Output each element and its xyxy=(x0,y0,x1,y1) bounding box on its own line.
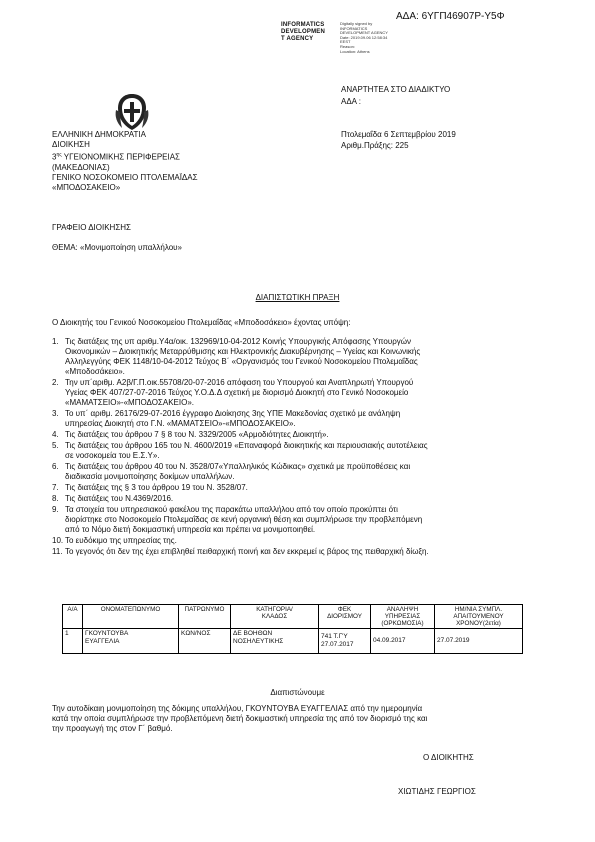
consideration-item xyxy=(52,547,542,557)
region-name: ΥΓΕΙΟΝΟΜΙΚΗΣ ΠΕΡΙΦΕΡΕΙΑΣ xyxy=(61,152,180,162)
cell-text: ΔΕ ΒΟΗΘΩΝ xyxy=(233,630,273,637)
item-number: 11. xyxy=(52,547,63,556)
item-text-line: υπηρεσίας Διοικητή στο Γ.Ν. «ΜΑΜΑΤΣΕΙΟ»-«ΜΠΟΔΟΣΑΚΕΙΟ». xyxy=(65,419,296,428)
cell-text: ΚΩΝ/ΝΟΣ xyxy=(181,630,211,637)
table-cell xyxy=(83,629,179,654)
ada-label: ΑΔΑ : xyxy=(341,97,362,106)
sig-detail-line: Digitally signed by xyxy=(340,21,373,26)
decision-line: Την αυτοδίκαιη μονιμοποίηση της δόκιμης υπαλλήλου, ΓΚΟΥΝΤΟΥΒΑ ΕΥΑΓΓΕΛΙΑΣ από την ημερομηνία xyxy=(52,704,423,713)
considerations-list xyxy=(52,337,542,558)
column-header xyxy=(231,605,319,629)
header-text: ΚΛΑΔΟΣ xyxy=(261,613,288,620)
item-text-line: Οικονομικών – Διοικητικής Μεταρρύθμισης και Ηλεκτρονικής Διακυβέρνησης – Υγείας και Κοινωνικής xyxy=(65,347,421,356)
table-cell xyxy=(231,629,319,654)
column-header xyxy=(179,605,231,629)
table-cell xyxy=(319,629,371,654)
cell-text: 741 Τ.Γ'Υ xyxy=(321,633,348,640)
signatory-title: Ο ΔΙΟΙΚΗΤΗΣ xyxy=(423,753,474,762)
decision-heading: Διαπιστώνουμε xyxy=(270,688,325,697)
table-cell xyxy=(371,629,435,654)
header-text: ΗΜ/ΝΙΑ ΣΥΜΠΛ. xyxy=(454,606,503,613)
sig-detail-line: Date: 2019.09.06 12:58:34 xyxy=(340,34,388,40)
region-number: 3 xyxy=(52,152,57,162)
header-text: ΥΠΗΡΕΣΙΑΣ xyxy=(384,613,421,620)
consideration-item xyxy=(52,441,542,461)
sig-detail-line: INFORMATICS xyxy=(340,25,368,31)
intro-line: Ο Διοικητής του Γενικού Νοσοκομείου Πτολεμαΐδας «Μποδοσάκειο» έχοντας υπόψη: xyxy=(52,318,351,327)
header-text: ΚΑΤΗΓΟΡΙΑ/ xyxy=(256,606,293,613)
sig-detail-line: Reason: xyxy=(340,43,355,49)
consideration-item xyxy=(52,462,542,482)
subject-line: ΘΕΜΑ: «Μονιμοποίηση υπαλλήλου» xyxy=(52,243,182,252)
consideration-item xyxy=(52,483,542,493)
sig-detail-line: DEVELOPMENT AGENCY xyxy=(340,30,388,36)
signature-agency-label xyxy=(281,22,325,43)
issuer-line: «ΜΠΟΔΟΣΑΚΕΙΟ» xyxy=(52,182,121,192)
signatory-name: ΧΙΩΤΙΔΗΣ ΓΕΩΡΓΙΟΣ xyxy=(398,787,476,796)
header-text: ΦΕΚ xyxy=(337,606,352,613)
item-number: 10. xyxy=(52,536,64,545)
item-number: 1. xyxy=(52,337,59,346)
item-text-line: Τις διατάξεις του Ν.4369/2016. xyxy=(65,494,174,503)
consideration-item xyxy=(52,409,542,429)
table-cell xyxy=(63,629,83,654)
item-text-line: από το Νόμο διετή δοκιμαστική υπηρεσία και πρέπει να μονιμοποιηθεί. xyxy=(65,525,316,534)
post-online-label: ΑΝΑΡΤΗΤΕΑ ΣΤΟ ΔΙΑΔΙΚΤΥΟ xyxy=(341,85,451,94)
item-number: 7. xyxy=(52,483,59,492)
issuer-line: (ΜΑΚΕΔΟΝΙΑΣ) xyxy=(52,162,110,172)
agency-line: INFORMATICS xyxy=(281,22,325,28)
decision-line: κατά την οποία συμπλήρωσε την προβλεπόμενη διετή δοκιμαστική υπηρεσία της από τον διορισμό της και xyxy=(52,714,428,723)
issuer-line-region xyxy=(52,150,198,163)
item-text-line: Την υπ΄αριθμ. Α2β/Γ.Π.οικ.55708/20-07-2016 απόφαση του Υπουργού και Αναπληρωτή Υπουργού xyxy=(65,378,414,387)
item-text-line: Τις διατάξεις της υπ αριθμ.Υ4α/οικ. 132969/10-04-2012 Κοινής Υπουργικής Απόφασης Υπουργών xyxy=(65,337,412,346)
item-text-line: Τις διατάξεις του άρθρου 40 του Ν. 3528/07«Υπαλληλικός Κώδικας» σχετικά με προϋποθέσεις και xyxy=(65,462,411,471)
cell-text: 27.07.2019 xyxy=(437,637,470,644)
region-suffix: ης xyxy=(56,152,62,158)
column-header xyxy=(63,605,83,629)
consideration-item xyxy=(52,430,542,440)
item-number: 2. xyxy=(52,378,59,387)
header-text: ΑΠΑΙΤΟΥΜΕΝΟΥ xyxy=(453,613,504,620)
item-text-line: Υγείας ΦΕΚ 407/27-07-2016 Τεύχος Υ.Ο.Δ.Δ σχετική με διορισμό Διοικητή στο Γενικό Νοσοκομείο xyxy=(65,388,409,397)
item-number: 4. xyxy=(52,430,59,439)
cell-text: ΓΚΟΥΝΤΟΥΒΑ xyxy=(85,630,129,637)
item-number: 3. xyxy=(52,409,59,418)
table-cell xyxy=(435,629,523,654)
cell-text: 1 xyxy=(65,630,69,637)
item-text-line: Τις διατάξεις του άρθρου 7 § 8 του Ν. 3329/2005 «Αρμοδιότητες Διοικητή». xyxy=(65,430,329,439)
document-date: Πτολεμαΐδα 6 Σεπτεμβρίου 2019 xyxy=(341,130,456,139)
item-text-line: Το υπ΄ αριθμ. 26176/29-07-2016 έγγραφο Διοίκησης 3ης ΥΠΕ Μακεδονίας σχετικό με ανάληψη xyxy=(65,409,401,418)
item-text-line: Το γεγονός ότι δεν της έχει επιβληθεί πειθαρχική ποινή και δεν εκκρεμεί ις βάρος της πειθαρχική δίωξη. xyxy=(65,547,429,556)
item-text-line: Τα στοιχεία του υπηρεσιακού φακέλου της παρακάτω υπαλλήλου από τον οποίο προκύπτει ότι xyxy=(65,505,398,514)
cell-text: ΝΟΣΗΛΕΥΤΙΚΗΣ xyxy=(233,638,284,645)
employee-table-wrap xyxy=(62,604,523,654)
sig-detail-line: EEST xyxy=(340,39,351,45)
cell-text: ΕΥΑΓΓΕΛΙΑ xyxy=(85,638,120,645)
issuer-line: ΓΕΝΙΚΟ ΝΟΣΟΚΟΜΕΙΟ ΠΤΟΛΕΜΑΪΔΑΣ xyxy=(52,172,198,182)
table-cell xyxy=(179,629,231,654)
sig-detail-line: Location: Athens xyxy=(340,48,370,54)
issuer-block xyxy=(52,130,198,193)
item-text-line: Το ευδόκιμο της υπηρεσίας της. xyxy=(65,536,177,545)
issuer-line: ΔΙΟΙΚΗΣΗ xyxy=(52,140,90,149)
item-text-line: Τις διατάξεις της § 3 του άρθρου 19 του Ν. 3528/07. xyxy=(65,483,248,492)
consideration-item xyxy=(52,494,542,504)
decision-text xyxy=(52,704,427,734)
cell-text: 04.09.2017 xyxy=(373,637,406,644)
cell-text: 27.07.2017 xyxy=(321,641,354,648)
greek-emblem-icon xyxy=(112,90,152,134)
item-text-line: Αλληλεγγύης ΦΕΚ 1148/10-04-2012 Τεύχος Β΄ «Οργανισμός του Γενικού Νοσοκομείου Πτολεμαΐδας xyxy=(65,357,418,366)
table-header-row xyxy=(63,605,523,629)
header-text: ΔΙΟΡΙΣΜΟΥ xyxy=(327,613,362,620)
header-text: (ΟΡΚΩΜΟΣΙΑ) xyxy=(381,620,424,627)
item-text-line: διαδικασία μονιμοποίησης δοκίμων υπαλλήλων. xyxy=(65,472,235,481)
employee-table xyxy=(62,604,523,654)
item-text-line: Τις διατάξεις του άρθρου 165 του Ν. 4600/2019 «Επαναφορά διοικητικής και περιουσιακής αυτοτέλειας xyxy=(65,441,428,450)
office-name: ΓΡΑΦΕΙΟ ΔΙΟΙΚΗΣΗΣ xyxy=(52,223,131,232)
item-number: 8. xyxy=(52,494,59,503)
agency-line: DEVELOPMEN xyxy=(281,29,326,35)
header-text: ΧΡΟΝΟΥ(2ετία) xyxy=(456,620,501,627)
issuer-line: ΕΛΛΗΝΙΚΗ ΔΗΜΟΚΡΑΤΙΑ xyxy=(52,130,146,139)
act-number: Αριθμ.Πράξης: 225 xyxy=(341,141,409,150)
item-text-line: «ΜΑΜΑΤΣΕΙΟ»-«ΜΠΟΔΟΣΑΚΕΙΟ». xyxy=(65,398,194,407)
document-title: ΔΙΑΠΙΣΤΩΤΙΚΗ ΠΡΑΞΗ xyxy=(255,293,340,302)
header-text: ΟΝΟΜΑΤΕΠΩΝΥΜΟ xyxy=(100,606,161,613)
item-number: 5. xyxy=(52,441,59,450)
item-text-line: διορίστηκε στο Νοσοκομείο Πτολεμαΐδας σε κενή οργανική θέση και συμπλήρωσε την προβλεπόμενη xyxy=(65,515,423,524)
consideration-item xyxy=(52,505,542,535)
item-text-line: «Μποδοσάκειο». xyxy=(65,367,125,376)
item-number: 9. xyxy=(52,505,59,514)
column-header xyxy=(371,605,435,629)
signature-details xyxy=(340,22,388,54)
header-text: ΑΝΑΛΗΨΗ xyxy=(386,606,419,613)
header-text: Α/Α xyxy=(67,606,78,613)
table-row xyxy=(63,629,523,654)
consideration-item xyxy=(52,378,542,408)
column-header xyxy=(435,605,523,629)
item-number: 6. xyxy=(52,462,59,471)
consideration-item xyxy=(52,337,542,377)
agency-line: T AGENCY xyxy=(281,36,314,42)
header-text: ΠΑΤΡΩΝΥΜΟ xyxy=(184,606,225,613)
item-text-line: σε νοσοκομεία του Ε.Σ.Υ». xyxy=(65,451,160,460)
decision-line: την προαγωγή της στον Γ΄ βαθμό. xyxy=(52,724,173,733)
consideration-item xyxy=(52,536,542,546)
column-header xyxy=(83,605,179,629)
ada-code: ΑΔΑ: 6ΥΓΠ46907Ρ-Υ5Φ xyxy=(396,11,505,22)
column-header xyxy=(319,605,371,629)
